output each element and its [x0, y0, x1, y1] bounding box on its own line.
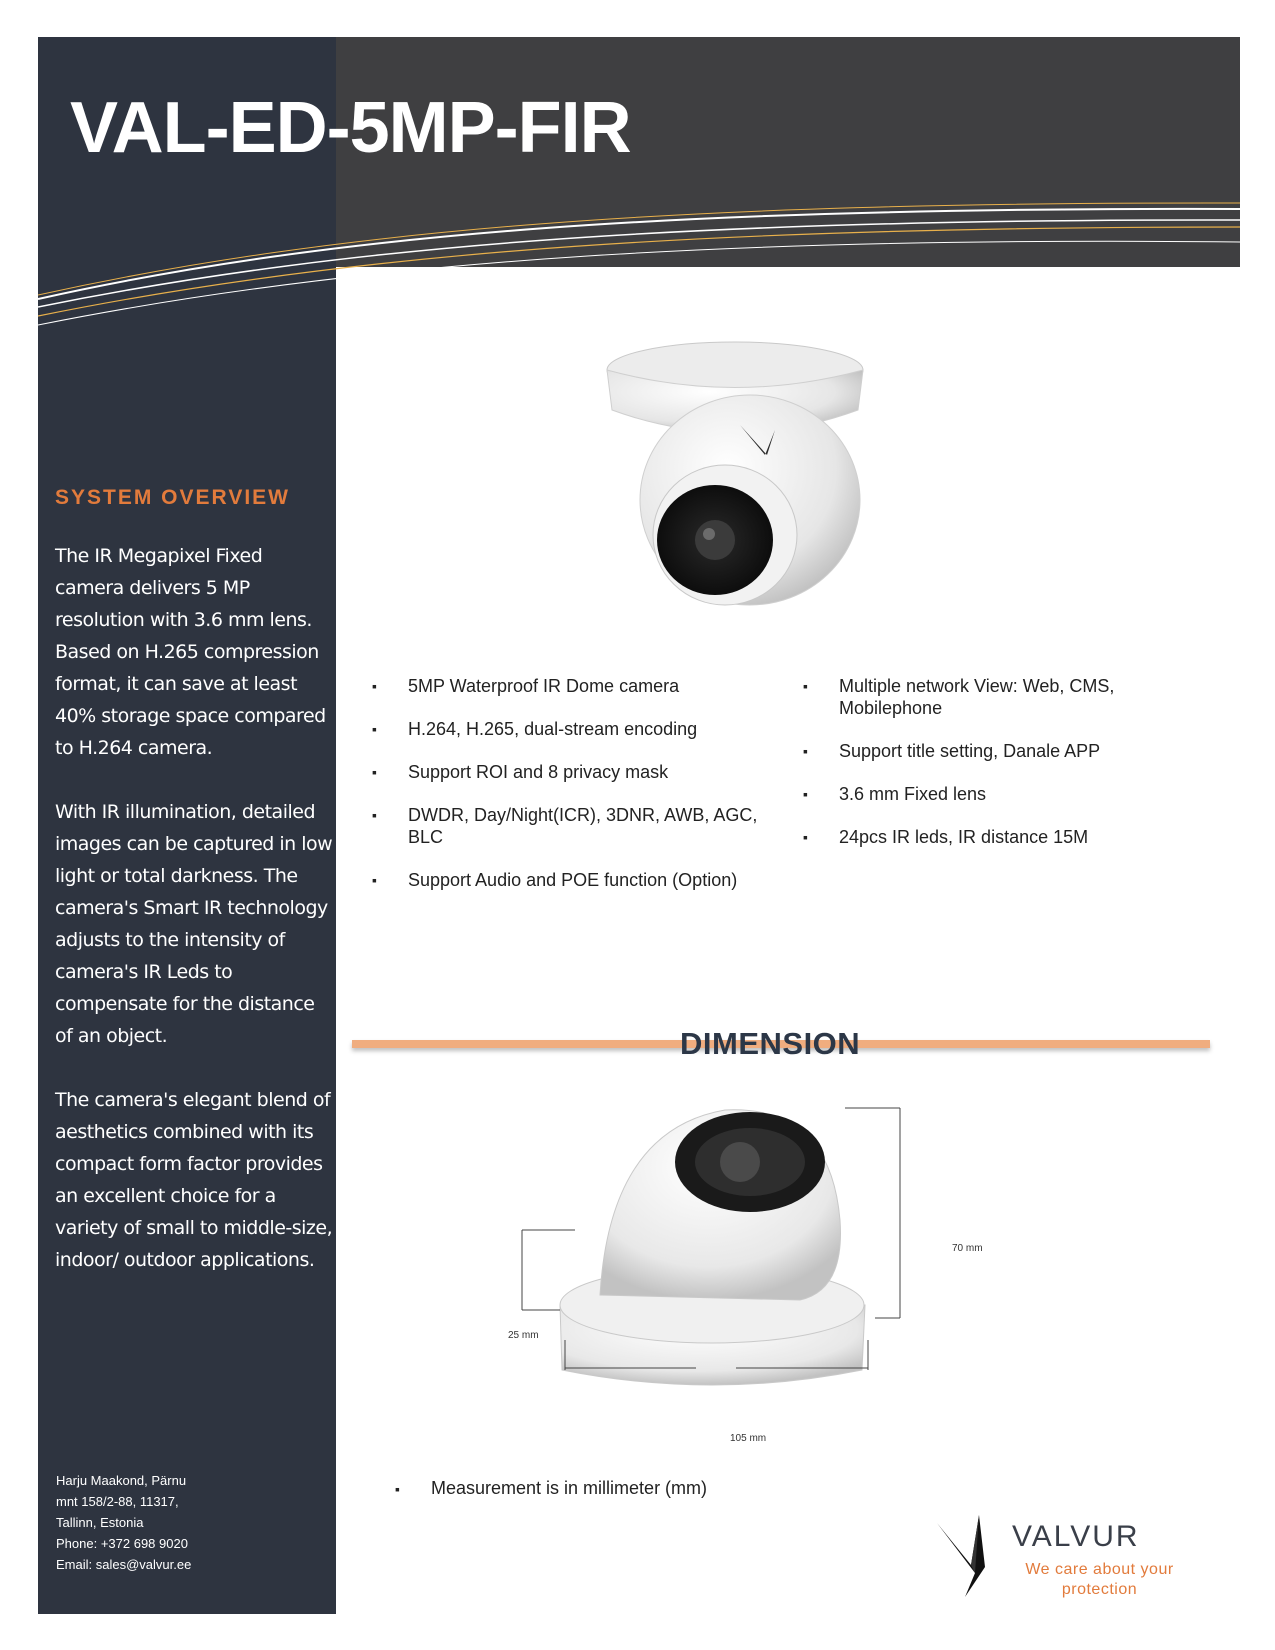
feature-item: ▪ Support Audio and POE function (Option) — [372, 869, 792, 891]
phone-number: Phone: +372 698 9020 — [56, 1536, 188, 1551]
feature-item: ▪ 3.6 mm Fixed lens — [803, 783, 1143, 805]
feature-item: ▪ DWDR, Day/Night(ICR), 3DNR, AWB, AGC, BLC — [372, 804, 792, 848]
overview-paragraph: The camera's elegant blend of aesthetics combined with its compact form factor provides an excellent choice for a variety of small to middle-size, indoor/ outdoor applications. — [55, 1089, 333, 1271]
measurement-note — [395, 1478, 707, 1499]
overview-paragraph: The IR Megapixel Fixed camera delivers 5 MP resolution with 3.6 mm lens. Based on H.265 compression format, it can save at least 40% storage space compared to H.264 camera. — [55, 545, 326, 759]
address-line: Tallinn, Estonia — [56, 1515, 144, 1530]
measurement-note-text: Measurement is in millimeter (mm) — [431, 1478, 708, 1498]
feature-list-left — [372, 675, 792, 912]
email-address: Email: sales@valvur.ee — [56, 1557, 192, 1572]
feature-item: ▪ Support title setting, Danale APP — [803, 740, 1143, 762]
system-overview-heading: SYSTEM OVERVIEW — [55, 486, 290, 509]
feature-item: ▪ H.264, H.265, dual-stream encoding — [372, 718, 792, 740]
width-dimension-label: 105 mm — [730, 1433, 767, 1444]
dimension-camera-drawing — [500, 1100, 990, 1440]
address-line: Harju Maakond, Pärnu — [56, 1473, 187, 1488]
dome-camera-photo — [600, 325, 870, 635]
valvur-logo-icon — [935, 1515, 1007, 1597]
dimension-heading: DIMENSION — [680, 1026, 861, 1061]
feature-item: ▪ 5MP Waterproof IR Dome camera — [372, 675, 792, 697]
brand-tagline: We care about your protection — [1025, 1561, 1174, 1598]
feature-item: ▪ 24pcs IR leds, IR distance 15M — [803, 826, 1143, 848]
overview-paragraph: With IR illumination, detailed images can be captured in low light or total darkness. The camera's Smart IR technology adjusts to the intensity of camera's IR Leds to compensate for the distance of an object. — [55, 801, 333, 1047]
bullet-icon: ▪ — [395, 1481, 400, 1497]
feature-item: ▪ Multiple network View: Web, CMS, Mobilephone — [803, 675, 1143, 719]
brand-name: VALVUR — [1012, 1520, 1140, 1553]
feature-item: ▪ Support ROI and 8 privacy mask — [372, 761, 792, 783]
base-dimension-label: 25 mm — [508, 1330, 539, 1341]
product-title: VAL-ED-5MP-FIR — [70, 88, 631, 168]
contact-address — [56, 1470, 191, 1575]
header-swoosh-lines — [38, 37, 1240, 367]
system-overview-text — [55, 540, 333, 1308]
address-line: mnt 158/2-88, 11317, — [56, 1494, 179, 1509]
height-dimension-label: 70 mm — [952, 1243, 983, 1254]
feature-list-right — [803, 675, 1143, 869]
